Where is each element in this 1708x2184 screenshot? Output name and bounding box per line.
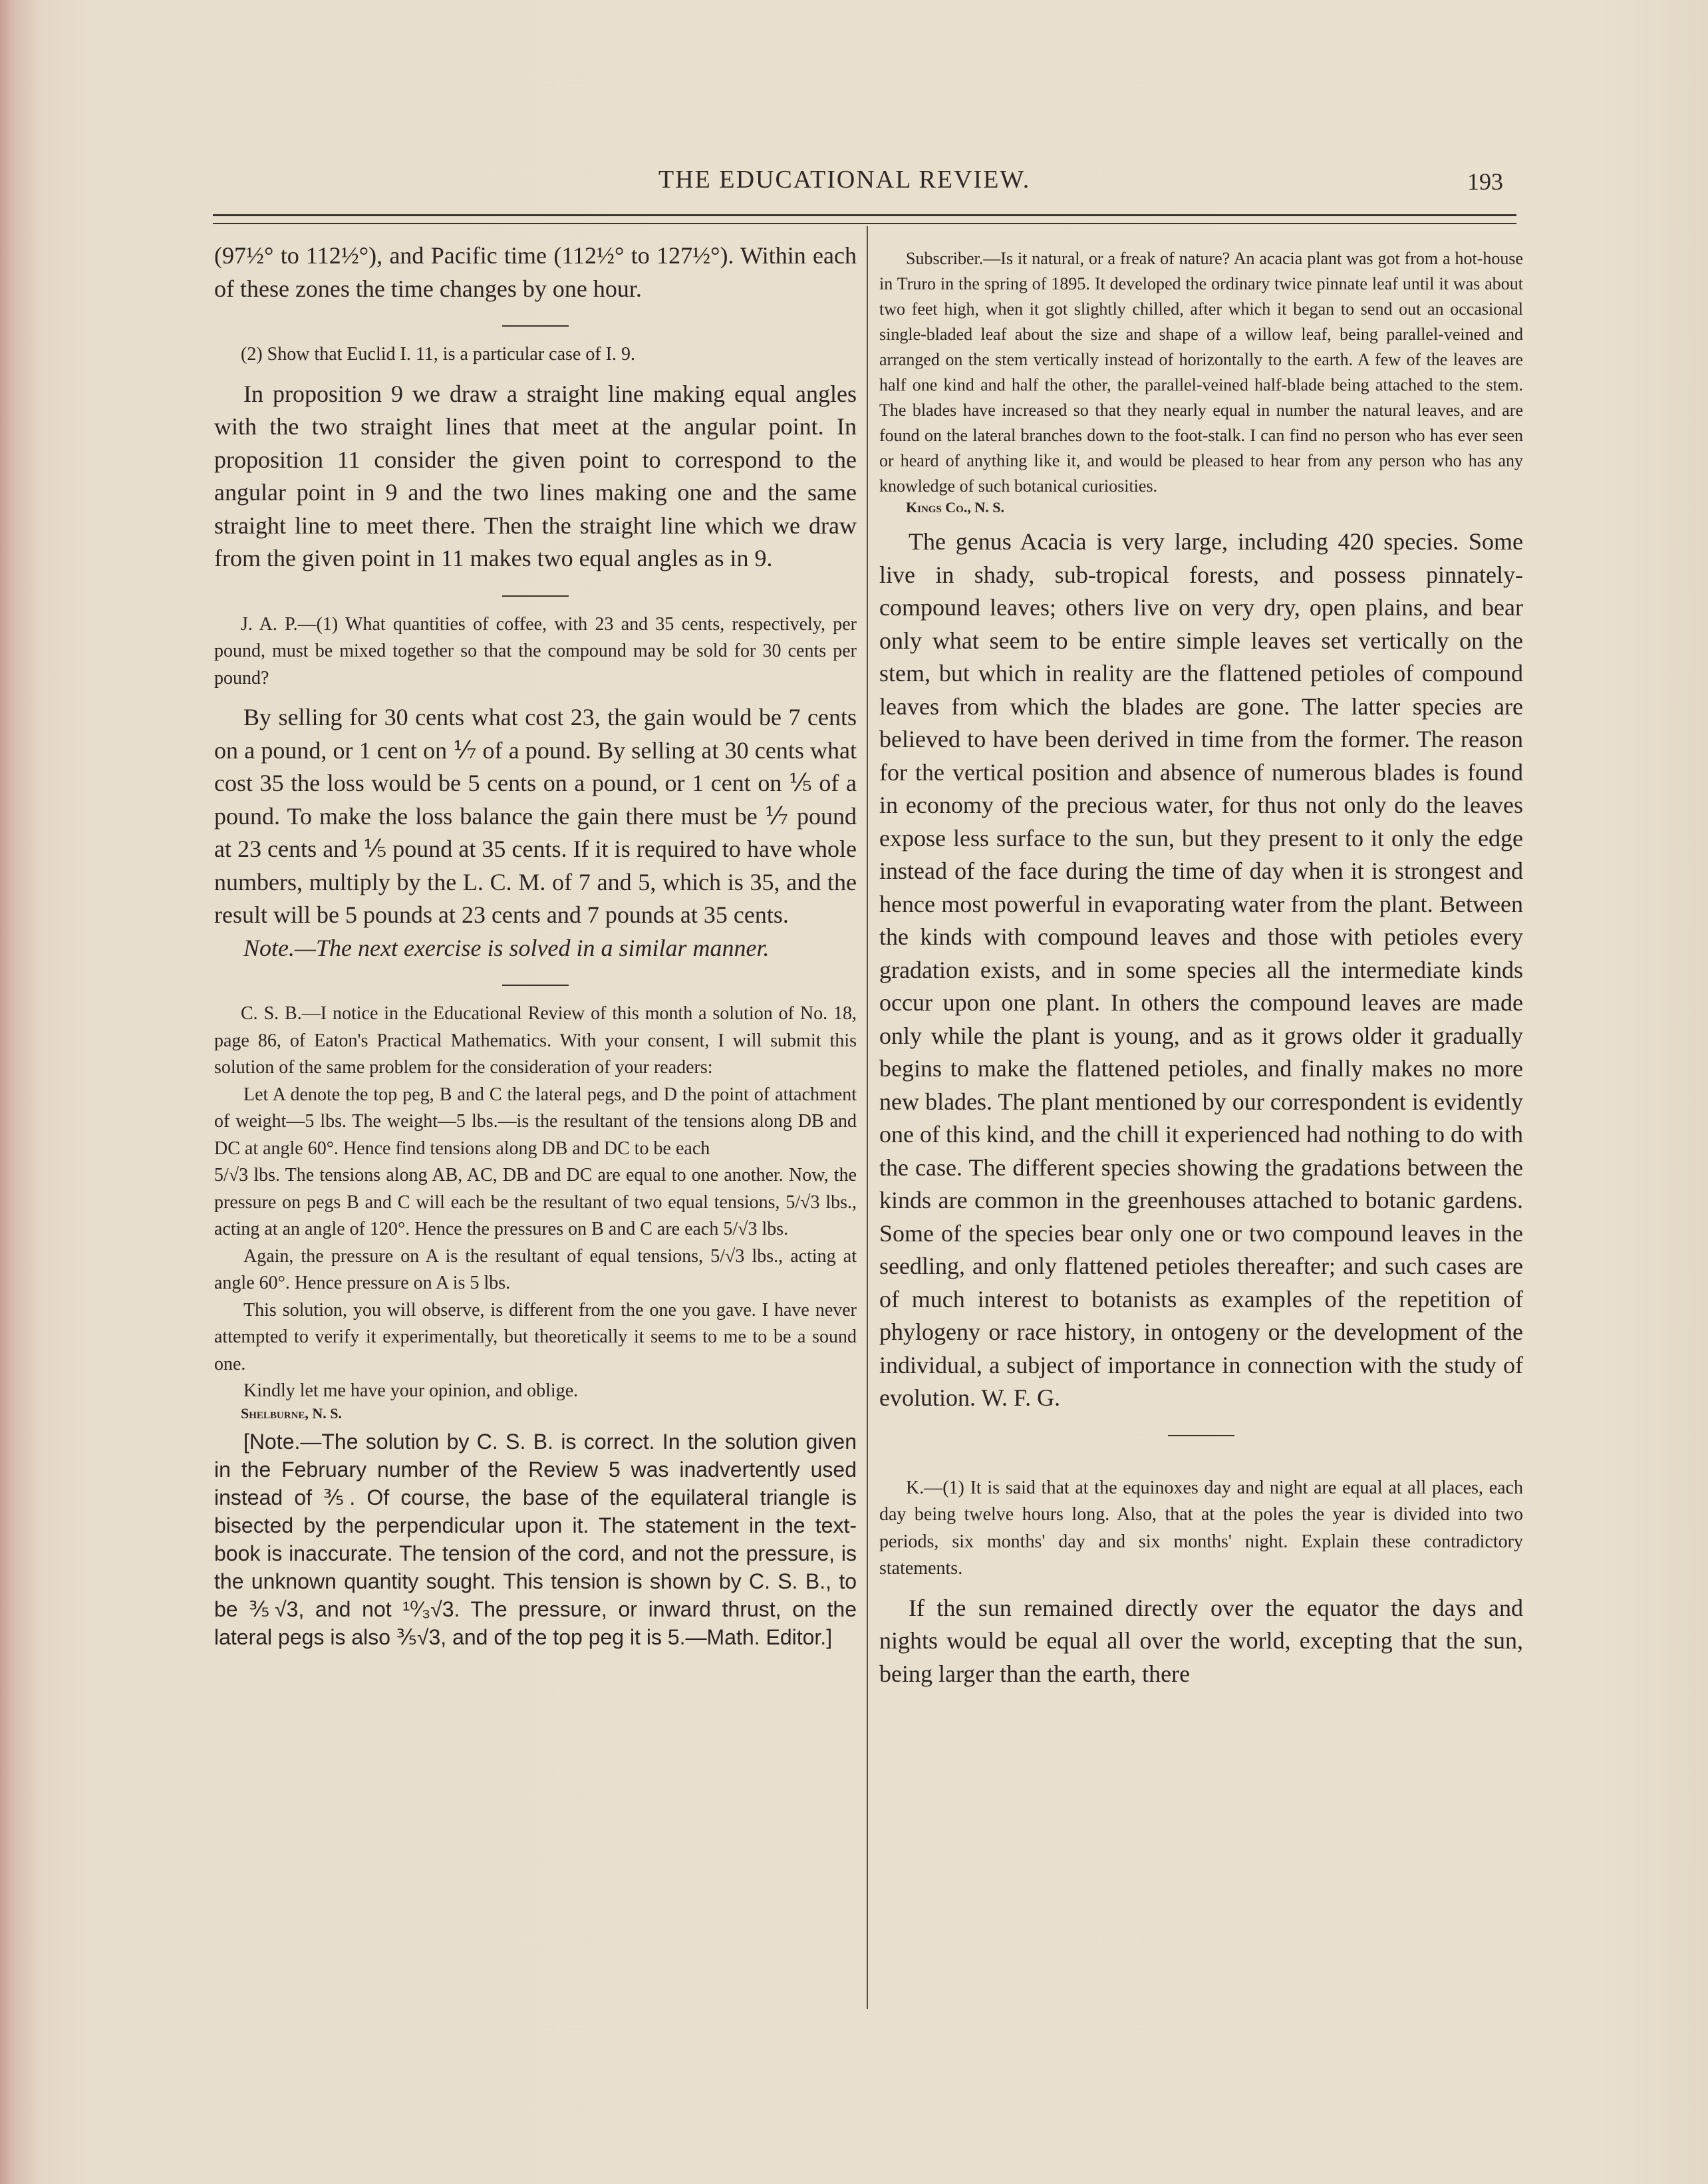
math-editor-note: [Note.—The solution by C. S. B. is correct. In the solution given in the February number of the Review 5 was inadvertently used instead of ⅗. Of course, the base of the equilateral triangle is bisected by the perpendicular upon it. The statement in the text-book is inaccurate. The tension of the cord, and not the pressure, is the unknown quantity sought. This tension is shown by C. S. B., to be ⅗√3, and not ¹⁰⁄₃√3. The pressure, or inward thrust, on the lateral pegs is also ⅗√3, and of the top peg it is 5.—Math. Editor.] — [214, 1429, 857, 1649]
column-divider — [867, 226, 868, 2009]
left-column — [214, 239, 857, 1651]
header-double-rule — [213, 214, 1516, 224]
spacer — [879, 516, 1523, 526]
zones-paragraph: (97½° to 112½°), and Pacific time (112½° to 127½°). Within each of these zones the time changes by one hour. — [214, 242, 857, 302]
csb-letter-tensions: 5/√3 lbs. The tensions along AB, AC, DB and DC are equal to one another. Now, the pressure on pegs B and C will each be the resultant of two equal tensions, 5/√3 lbs., acting at an angle of 120°. Hence the pressures on B and C are each 5/√3 lbs. — [214, 1165, 857, 1239]
spacer — [879, 1451, 1523, 1468]
spacer — [879, 1583, 1523, 1592]
csb-letter-top-peg: Again, the pressure on A is the resultant of equal tensions, 5/√3 lbs., acting at angle 60°. Hence pressure on A is 5 lbs. — [214, 1245, 857, 1293]
coffee-answer: By selling for 30 cents what cost 23, the gain would be 7 cents on a pound, or 1 cent on ⅐ of a pound. By selling at 30 cents what cost 35 the loss would be 5 cents on a pound, or 1 cent on ⅕ of a pound. To make the loss balance the gain there must be ⅐ pound at 23 cents and ⅕ pound at 35 cents. If it is required to have whole numbers, multiply by the L. C. M. of 7 and 5, which is 35, and the result will be 5 pounds at 23 cents and 7 pounds at 35 cents. — [214, 704, 857, 928]
euclid-answer: In proposition 9 we draw a straight line making equal angles with the two straight lines that meet at the angular point. In proposition 11 consider the given point to correspond to the angular point in 9 and the two lines making one and the same straight line to meet there. Then the straight line which we draw from the given point in 11 makes two equal angles as in 9. — [214, 380, 857, 571]
equinox-answer: If the sun remained directly over the equator the days and nights would be equal all over the world, excepting that the sun, being larger than the earth, there — [879, 1594, 1523, 1687]
running-title: THE EDUCATIONAL REVIEW. — [658, 166, 1031, 194]
right-column — [879, 239, 1523, 1690]
coffee-note: Note.—The next exercise is solved in a similar manner. — [243, 934, 770, 961]
csb-signature: Shelburne, N. S. — [241, 1404, 343, 1422]
section-separator — [502, 325, 569, 327]
section-separator — [502, 595, 569, 597]
coffee-question: J. A. P.—(1) What quantities of coffee, with 23 and 35 cents, respectively, per pound, must be mixed together so that the compound may be sold for 30 cents per pound? — [214, 613, 857, 689]
subscriber-signature: Kings Co., N. S. — [906, 499, 1004, 516]
section-separator — [1168, 1435, 1234, 1436]
equinox-question: K.—(1) It is said that at the equinoxes day and night are equal at all places, each day being twelve hours long. Also, that at the poles the year is divided into two periods, six months' day and six months' night. Explain these contradictory statements. — [879, 1477, 1523, 1579]
page-header — [219, 165, 1503, 205]
subscriber-question: Subscriber.—Is it natural, or a freak of nature? An acacia plant was got from a hot-house in Truro in the spring of 1895. It developed the ordinary twice pinnate leaf until it was about two feet high, when it got slightly chilled, after which it began to send out an occasional single-bladed leaf about the size and shape of a willow leaf, being parallel-veined and arranged on the stem vertically instead of horizontally to the earth. A few of the leaves are half one kind and half the other, the parallel-veined half-blade being attached to the stem. The blades have increased so that they nearly equal in number the natural leaves, and are found on the lateral branches down to the foot-stalk. I can find no person who has ever seen or heard of anything like it, and would be pleased to hear from any person who has any knowledge of such botanical curiosities. — [879, 249, 1523, 496]
csb-letter-closing: Kindly let me have your opinion, and oblige. — [243, 1380, 579, 1401]
csb-letter-setup: Let A denote the top peg, B and C the lateral pegs, and D the point of attachment of weight—5 lbs. The weight—5 lbs.—is the resultant of the tensions along DB and DC at angle 60°. Hence find tensions along DB and DC to be each — [214, 1084, 857, 1159]
csb-letter-intro: C. S. B.—I notice in the Educational Review of this month a solution of No. 18, page 86, of Eaton's Practical Mathematics. With your consent, I will submit this solution of the same problem for the consideration of your readers: — [214, 1003, 857, 1078]
euclid-question: (2) Show that Euclid I. 11, is a particular case of I. 9. — [241, 344, 636, 365]
section-separator — [502, 985, 569, 986]
csb-letter-remark: This solution, you will observe, is different from the one you gave. I have never attempted to verify it experimentally, but theoretically it seems to me to be a sound one. — [214, 1299, 857, 1374]
spacer — [214, 369, 857, 378]
page-number: 193 — [1467, 168, 1503, 195]
acacia-answer: The genus Acacia is very large, including 420 species. Some live in shady, sub-tropical forests, and possess pinnately-compound leaves; others live on very dry, open plains, and bear only what seem to be entire simple leaves set vertically on the stem, but which in reality are the flattened petioles of compound leaves from which the blades are gone. The latter species are believed to have been derived in time from the former. The reason for the vertical position and absence of numerous blades is found in economy of the precious water, for thus not only do the leaves expose less surface to the sun, but they present to it only the edge instead of the face during the time of day when it is strongest and hence most powerful in evaporating water from the plant. Between the kinds with compound leaves and those with petioles every gradation exists, and in some species all the intermediate kinds occur upon one plant. In others the compound leaves are made only while the plant is young, and as it grows older it gradually begins to make the flattened petioles, and finally makes no more new blades. The plant mentioned by our correspondent is evidently one of this kind, and the chill it experienced had nothing to do with the case. The different species showing the gradations between the kinds are common in the greenhouses attached to botanic gardens. Some of the species bear only one or two compound leaves in the seedling, and only flattened petioles thereafter; and such cases are of much interest to botanists as examples of the repetition of phylogeny or race history, in ontogeny or the development of the individual, a subject of importance in connection with the study of evolution. W. F. G. — [879, 528, 1523, 1411]
spacer — [214, 692, 857, 701]
